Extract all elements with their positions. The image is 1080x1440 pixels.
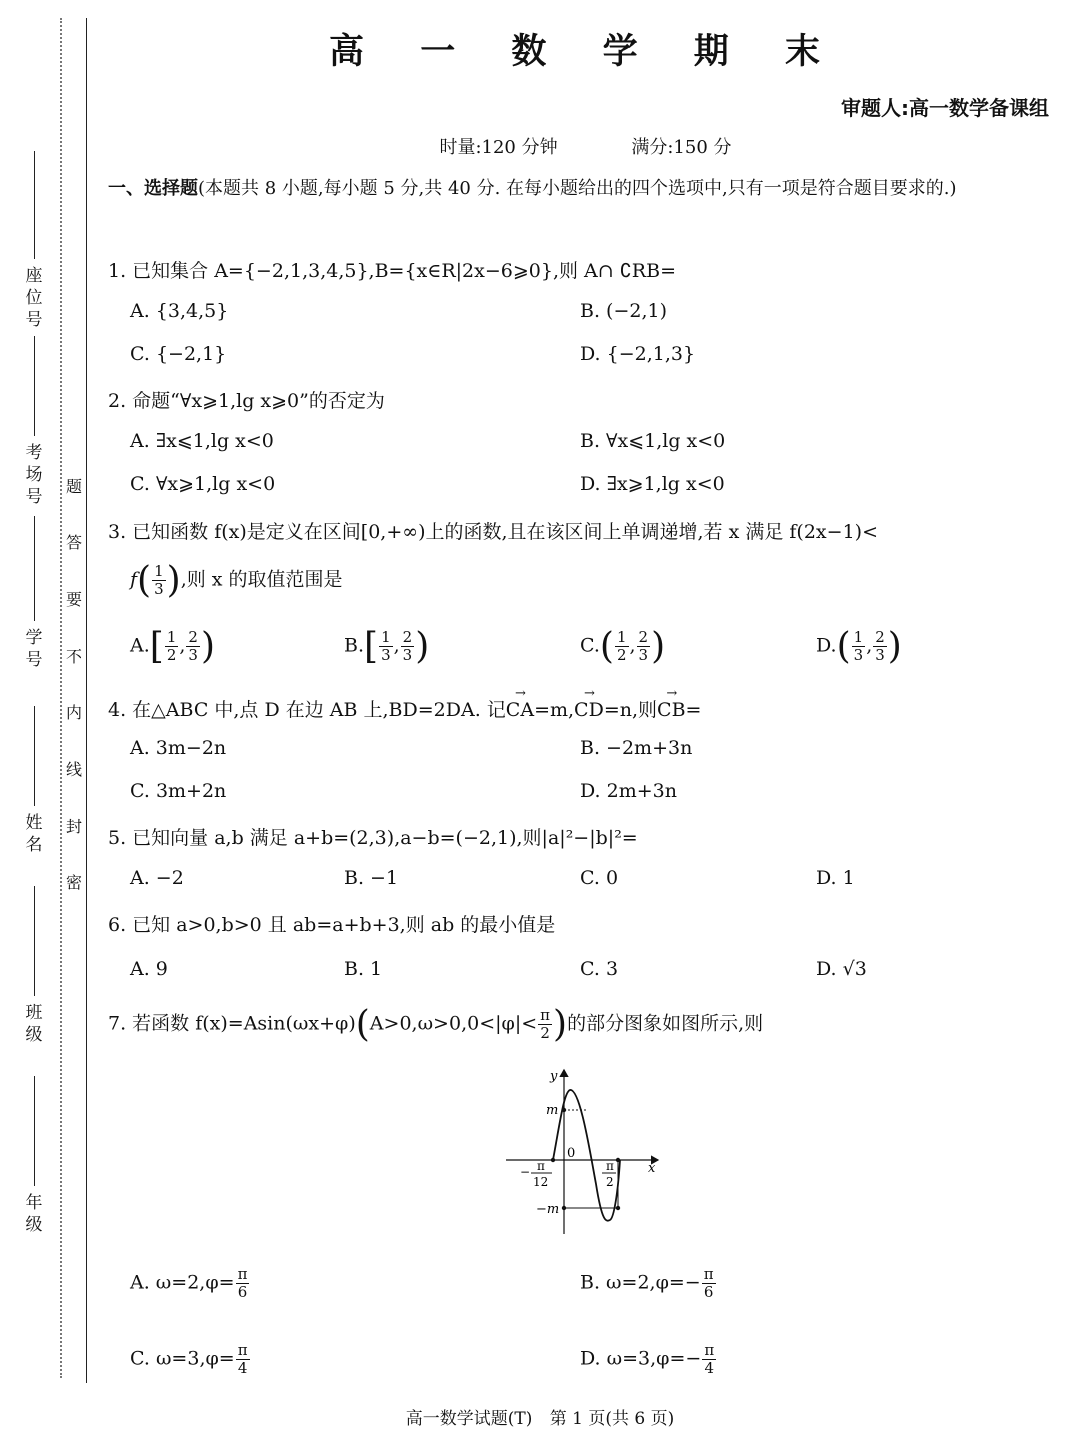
m-label: m [546, 1103, 559, 1118]
class-field[interactable] [22, 880, 46, 1046]
q1-option-a[interactable]: A. {3,4,5} [130, 300, 229, 322]
q6-option-c[interactable]: C. 3 [580, 958, 619, 980]
q3-option-c[interactable]: C.( $\frac{1}{2}$ , $\frac{2}{3}$ ) [580, 626, 666, 667]
q3-option-a[interactable]: A.[ $\frac{1}{2}$ , $\frac{2}{3}$ ) [130, 626, 215, 667]
seat-number-field[interactable] [22, 145, 46, 331]
y-axis-label: y [550, 1069, 558, 1084]
q4-option-c[interactable]: C. 3m+2n [130, 780, 227, 802]
neg-m-label: −m [536, 1202, 560, 1217]
section-instructions: (本题共 8 小题,每小题 5 分,共 40 分. 在每小题给出的四个选项中,只有一项是符合题目要求的.) [198, 178, 957, 199]
question-3-tail: ,则 x 的取值范围是 [180, 568, 343, 591]
q3-option-d[interactable]: D.( $\frac{1}{3}$ , $\frac{2}{3}$ ) [816, 626, 902, 667]
x2-denominator: 2 [606, 1175, 614, 1189]
origin-label: 0 [567, 1146, 576, 1161]
x1-sign: − [520, 1165, 531, 1179]
neg-m-point [562, 1206, 566, 1210]
q4-option-b[interactable]: B. −2m+3n [580, 737, 693, 759]
grade-field[interactable] [22, 1070, 46, 1236]
x1-denominator: 12 [533, 1175, 549, 1189]
seal-warning-char: 内 [65, 703, 82, 722]
student-number-label: 学 号 [25, 628, 43, 670]
section-heading [108, 168, 1063, 210]
q2-option-a[interactable]: A. ∃x⩽1,lg x<0 [130, 430, 274, 452]
q6-option-a[interactable]: A. 9 [130, 958, 168, 980]
full-score: 满分:150 分 [631, 137, 732, 158]
reviewer-line: 审题人:高一数学备课组 [841, 96, 1049, 120]
seal-line [86, 18, 87, 1383]
q5-option-c[interactable]: C. 0 [580, 867, 619, 889]
q2-option-d[interactable]: D. ∃x⩾1,lg x<0 [580, 473, 725, 495]
question-7-stem: 7. 若函数 f(x)=Asin(ωx+φ)(A>0,ω>0,0<|φ|< $\frac{\pi}{2}$ )的部分图象如图所示,则 [108, 1004, 764, 1045]
page-title: 高 一 数 学 期 末 [329, 32, 842, 72]
sine-graph [498, 1062, 668, 1238]
q2-option-c[interactable]: C. ∀x⩾1,lg x<0 [130, 473, 276, 495]
q7-option-c[interactable]: C. ω=3,φ= $\frac{\pi}{4}$ [130, 1341, 248, 1377]
q1-option-b[interactable]: B. (−2,1) [580, 300, 668, 322]
q1-option-c[interactable]: C. {−2,1} [130, 343, 227, 365]
q4-option-a[interactable]: A. 3m−2n [130, 737, 227, 759]
vector-cb: → CB [657, 699, 686, 721]
seal-warning-char: 线 [65, 760, 82, 779]
grade-label: 年 级 [25, 1193, 43, 1235]
sine-curve [553, 1090, 620, 1221]
name-field[interactable] [22, 700, 46, 856]
q2-option-b[interactable]: B. ∀x⩽1,lg x<0 [580, 430, 726, 452]
seal-warning-char: 封 [65, 817, 82, 836]
q5-option-d[interactable]: D. 1 [816, 867, 855, 889]
q5-option-a[interactable]: A. −2 [130, 867, 184, 889]
question-3-stem-cont: f( $\frac{1}{3}$ ),则 x 的取值范围是 [130, 560, 343, 601]
x1-numerator: π [537, 1159, 545, 1173]
question-3-stem: 3. 已知函数 f(x)是定义在区间[0,+∞)上的函数,且在该区间上单调递增,若 x 满足 f(2x−1)< [108, 521, 878, 543]
q1-option-d[interactable]: D. {−2,1,3} [580, 343, 696, 365]
footer-page-number: 第 1 页(共 6 页) [549, 1409, 675, 1429]
question-4-stem: 4. 在△ABC 中,点 D 在边 AB 上,BD=2DA. 记→ CA=m,→ CD=n,则→ CB= [108, 695, 701, 722]
binding-margin [0, 0, 90, 1440]
q7-option-a[interactable]: A. ω=2,φ= $\frac{\pi}{6}$ [130, 1265, 248, 1301]
frac-one-third: $\frac{1}{3}$ [154, 562, 164, 598]
question-2-stem: 2. 命题“∀x⩾1,lg x⩾0”的否定为 [108, 390, 385, 412]
page-footer [0, 1404, 1080, 1429]
x2-point [616, 1206, 620, 1210]
q7-option-b[interactable]: B. ω=2,φ=− $\frac{\pi}{6}$ [580, 1265, 714, 1301]
section-title: 一、选择题 [108, 178, 198, 199]
x2-numerator: π [606, 1159, 614, 1173]
name-label: 姓 名 [25, 813, 43, 855]
seal-warning-char: 题 [65, 477, 82, 496]
seal-warning-char: 答 [65, 533, 82, 552]
class-label: 班 级 [25, 1003, 43, 1045]
seat-number-label: 座位号 [25, 266, 43, 330]
time-limit: 时量:120 分钟 [439, 137, 558, 158]
question-5-stem: 5. 已知向量 a,b 满足 a+b=(2,3),a−b=(−2,1),则|a|²−|b|²= [108, 827, 638, 849]
dotted-cut-line [60, 18, 62, 1378]
seal-warning-char: 要 [65, 590, 82, 609]
x-axis-label: x [648, 1161, 656, 1176]
q4-option-d[interactable]: D. 2m+3n [580, 780, 677, 802]
q6-option-b[interactable]: B. 1 [344, 958, 383, 980]
seal-warning-char: 密 [65, 873, 82, 892]
footer-subject: 高一数学试题(T) [405, 1409, 533, 1429]
q3-option-b[interactable]: B.[ $\frac{1}{3}$ , $\frac{2}{3}$ ) [344, 626, 430, 667]
vector-cd: → CD [574, 699, 604, 721]
question-1-stem: 1. 已知集合 A={−2,1,3,4,5},B={x∈R|2x−6⩾0},则 A∩ ∁RB= [108, 260, 676, 282]
student-number-field[interactable] [22, 510, 46, 671]
exam-room-label: 考场号 [25, 443, 43, 507]
exam-room-field[interactable] [22, 330, 46, 508]
seal-warning-char: 不 [65, 647, 82, 666]
question-6-stem: 6. 已知 a>0,b>0 且 ab=a+b+3,则 ab 的最小值是 [108, 914, 556, 936]
vector-ca: → CA [506, 699, 534, 721]
q6-option-d[interactable]: D. √3 [816, 958, 867, 980]
q7-option-d[interactable]: D. ω=3,φ=− $\frac{\pi}{4}$ [580, 1341, 715, 1377]
exam-meta [108, 133, 1063, 159]
q5-option-b[interactable]: B. −1 [344, 867, 399, 889]
